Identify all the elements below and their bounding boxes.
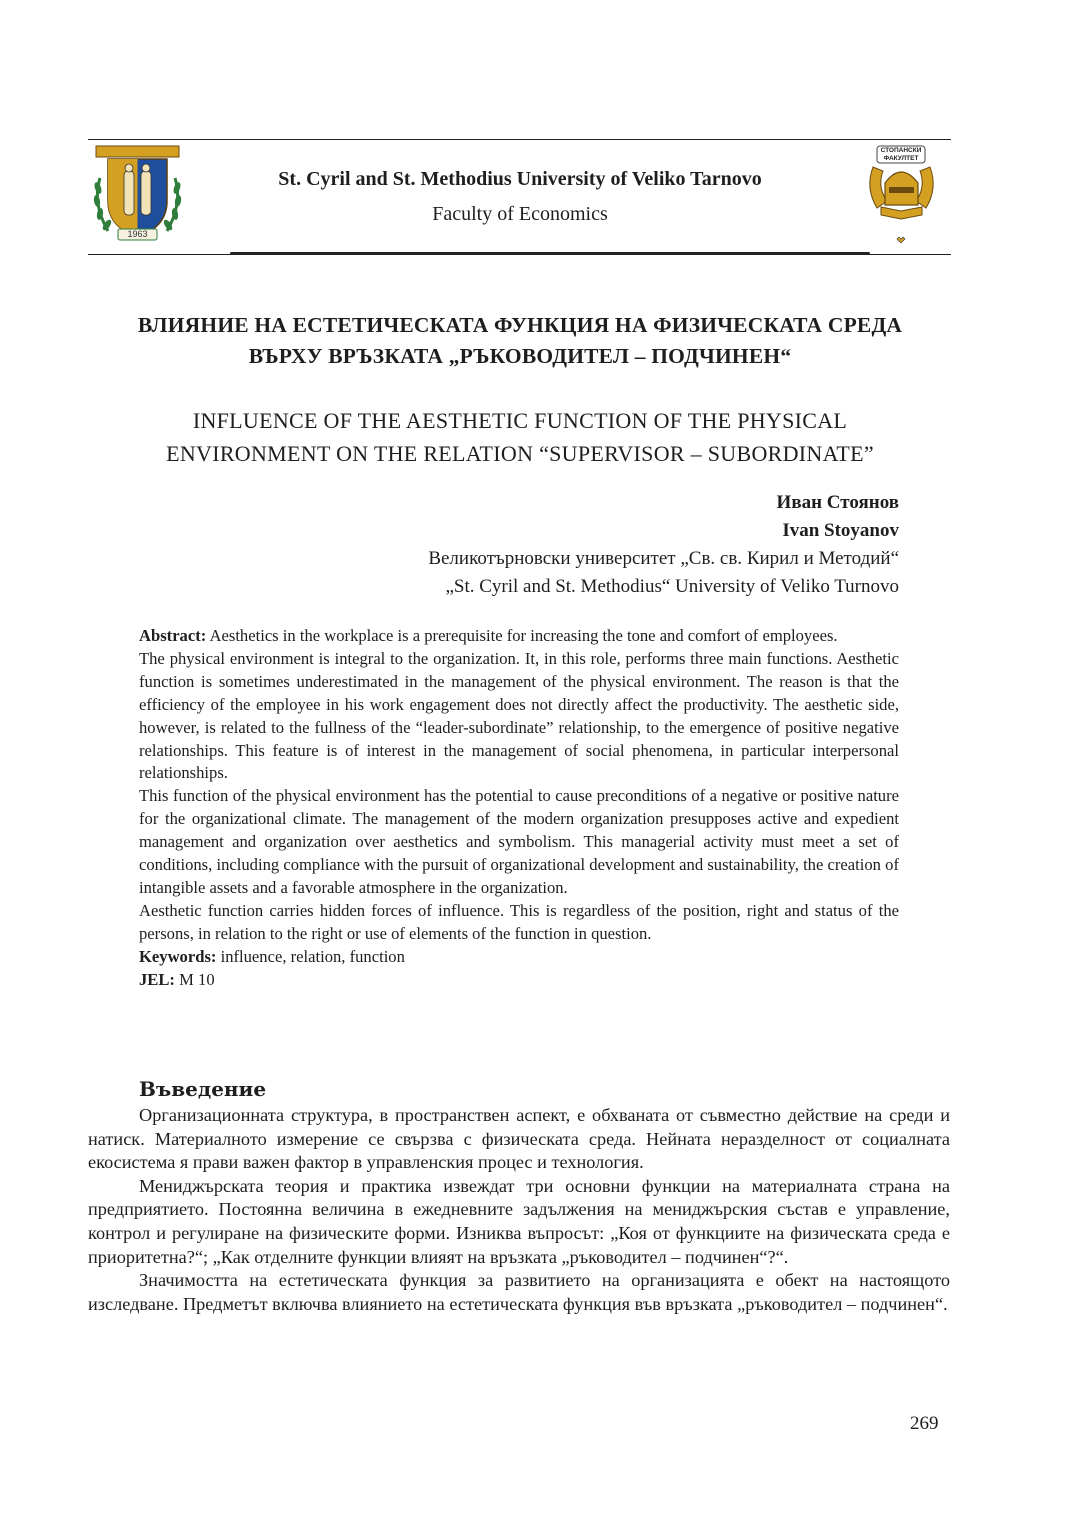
abstract-paragraph-1	[139, 625, 899, 648]
author-name-bg: Иван Стоянов	[776, 492, 899, 513]
title-bg-line-2: ВЪРХУ ВРЪЗКАТА „РЪКОВОДИТЕЛ – ПОДЧИНЕН“	[248, 344, 792, 368]
jel-code	[139, 969, 899, 992]
crest-year: 1963	[127, 229, 148, 239]
intro-paragraph-2: Мениджърската теория и практика извеждат три основни функции на материалната страна на предприятието. Постоянна величина в ежедневните задължения на мениджърския състав е управление, контрол и регулиране на физическите форми. Изниква въпросът: „Коя от функциите на физическата среда е приоритетна?“; „Как отделните функции влияят на връзката „ръководител – подчинен“?“.	[88, 1175, 950, 1267]
keywords-label: Keywords:	[139, 946, 217, 966]
abstract-text-1: Aesthetics in the workplace is a prerequisite for increasing the tone and comfort of employees.	[209, 626, 838, 645]
faculty-name: Faculty of Economics	[432, 203, 608, 225]
university-crest-icon	[90, 143, 185, 245]
abstract-label: Abstract:	[139, 626, 207, 645]
introduction-body	[88, 1104, 950, 1316]
title-en-line-2: ENVIRONMENT ON THE RELATION “SUPERVISOR – SUBORDINATE”	[166, 441, 874, 466]
author-name-en: Ivan Stoyanov	[782, 520, 899, 541]
keywords-text: influence, relation, function	[220, 946, 405, 966]
jel-text: M 10	[179, 969, 215, 989]
affiliation-en: „St. Cyril and St. Methodius“ University of Veliko Turnovo	[445, 576, 899, 597]
introduction-heading: Въведение	[139, 1077, 267, 1101]
header-bottom-rule-accent	[230, 252, 870, 255]
intro-paragraph-1: Организационната структура, в пространствен аспект, е обхваната от съвместно действие на среди и натиск. Материалното измерение се свързва с физическата среда. Нейната неразделност от социалната екосистема я прави важен фактор в управленския процес и технология.	[88, 1105, 950, 1173]
university-name: St. Cyril and St. Methodius University of Veliko Tarnovo	[278, 168, 762, 190]
keywords	[139, 946, 899, 969]
abstract	[139, 625, 899, 992]
faculty-logo-label: СТОПАНСКИ ФАКУЛТЕТ	[880, 147, 922, 162]
jel-label: JEL:	[139, 969, 175, 989]
title-en-line-1: INFLUENCE OF THE AESTHETIC FUNCTION OF THE PHYSICAL	[192, 408, 848, 433]
title-english	[60, 404, 980, 470]
affiliation-bg: Великотърновски университет „Св. св. Кирил и Методий“	[428, 548, 899, 569]
header-top-rule	[88, 139, 951, 140]
abstract-paragraph-2: The physical environment is integral to the organization. It, in this role, performs three main functions. Aesthetic function is sometimes underestimated in the management of the physical environment. The reason is that the efficiency of the employee in his work engagement does not directly affect the productivity. The aesthetic side, however, is related to the fullness of the “leader-subordinate” relationship, to the emergence of positive negative relationships. This feature is of interest in the management of social phenomena, in particular interpersonal relationships.	[139, 648, 899, 783]
title-bg-line-1: ВЛИЯНИЕ НА ЕСТЕТИЧЕСКАТА ФУНКЦИЯ НА ФИЗИЧЕСКАТА СРЕДА	[137, 313, 903, 337]
intro-paragraph-3: Значимостта на естетическата функция за развитието на организацията е обект на настоящото изследване. Предметът включва влиянието на естетическата функция във връзката „ръководител – подчинен“.	[88, 1270, 950, 1314]
abstract-paragraph-4: Aesthetic function carries hidden forces of influence. This is regardless of the position, right and status of the persons, in relation to the right or use of elements of the function in question.	[139, 900, 899, 943]
abstract-paragraph-3: This function of the physical environment has the potential to cause preconditions of a negative or positive nature for the organizational climate. The management of the modern organization presupposes active and expedient management and organization over aesthetics and symbolism. This managerial activity must meet a set of conditions, including compliance with the pursuit of organizational development and sustainability, the creation of intangible assets and a favorable atmosphere in the organization.	[139, 786, 899, 897]
page-number: 269	[910, 1413, 939, 1434]
title-bulgarian	[60, 310, 980, 372]
faculty-helmet-icon	[863, 143, 940, 248]
